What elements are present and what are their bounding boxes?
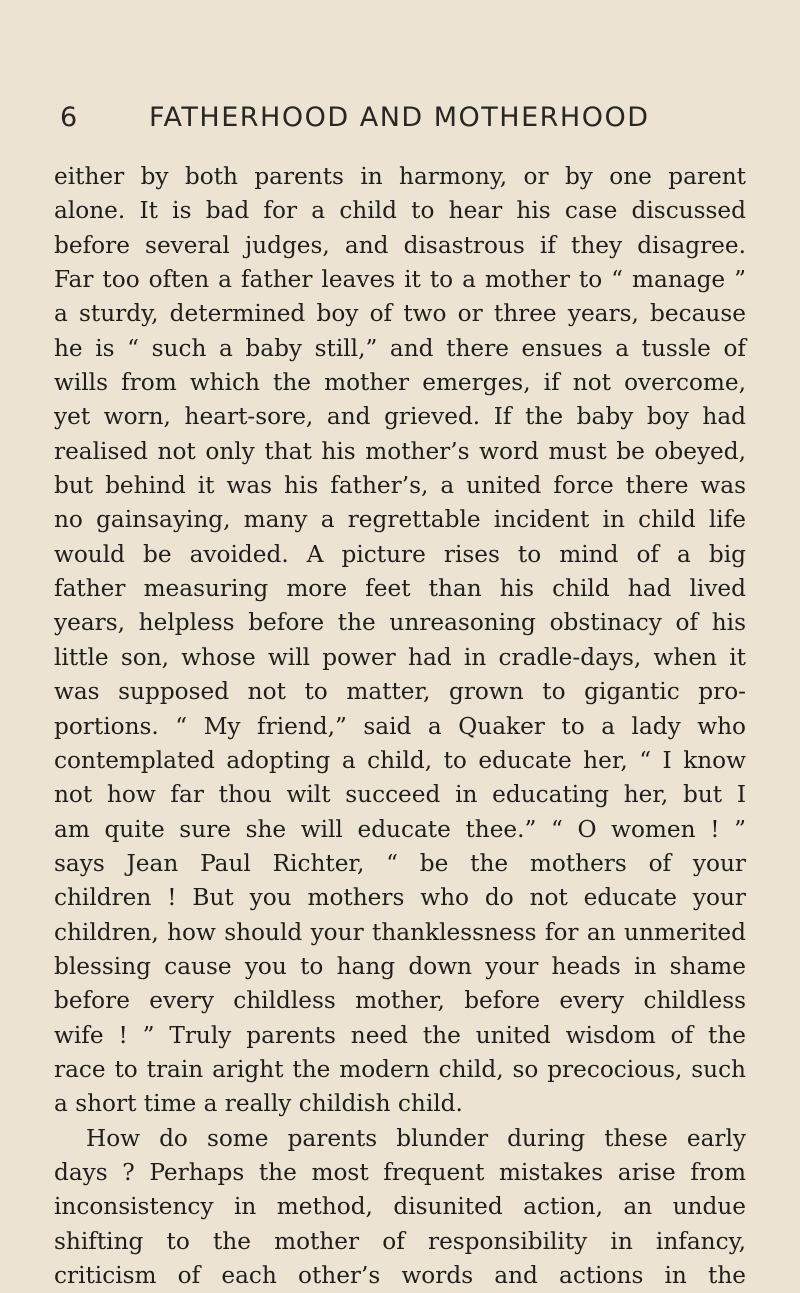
text-line: says Jean Paul Richter, “ be the mothers of your — [54, 849, 746, 877]
text-line: contemplated adopting a child, to educate her, “ I know — [54, 746, 746, 774]
text-line: inconsistency in method, disunited action, an undue — [54, 1193, 746, 1221]
text-line: wills from which the mother emerges, if not overcome, — [54, 369, 746, 397]
running-title: FATHERHOOD AND MOTHERHOOD — [149, 102, 650, 133]
running-head — [60, 98, 740, 138]
text-line: would be avoided. A picture rises to mind of a big — [54, 540, 746, 568]
text-line: shifting to the mother of responsibility in infancy, — [54, 1227, 746, 1255]
text-line: blessing cause you to hang down your heads in shame — [54, 952, 746, 980]
text-line: years, helpless before the unreasoning obstinacy of his — [54, 609, 746, 637]
text-line: portions. “ My friend,” said a Quaker to a lady who — [54, 712, 746, 740]
text-line: criticism of each other’s words and actions in the — [54, 1262, 746, 1289]
text-line: race to train aright the modern child, so precocious, such — [54, 1055, 746, 1083]
text-line: little son, whose will power had in cradle-days, when it — [54, 643, 746, 671]
text-line: days ? Perhaps the most frequent mistakes arise from — [54, 1158, 746, 1186]
text-line: wife ! ” Truly parents need the united wisdom of the — [54, 1021, 746, 1049]
text-line-paragraph-start: How do some parents blunder during these early — [86, 1124, 746, 1152]
text-line: am quite sure she will educate thee.” “ O women ! ” — [54, 815, 746, 843]
text-line: not how far thou wilt succeed in educating her, but I — [54, 781, 746, 809]
text-line: yet worn, heart-sore, and grieved. If the baby boy had — [54, 403, 746, 431]
text-line-paragraph-end: a short time a really childish child. — [54, 1090, 463, 1118]
text-line: he is “ such a baby still,” and there ensues a tussle of — [54, 334, 746, 362]
text-line: father measuring more feet than his child had lived — [54, 575, 746, 603]
body-text — [54, 160, 746, 1293]
text-line: children ! But you mothers who do not educate your — [54, 884, 746, 912]
page-number: 6 — [60, 102, 79, 133]
text-line: was supposed not to matter, grown to gigantic pro- — [54, 678, 746, 706]
text-line: Far too often a father leaves it to a mother to “ manage ” — [54, 266, 746, 294]
text-line: alone. It is bad for a child to hear his case discussed — [54, 197, 746, 225]
text-line: before several judges, and disastrous if they disagree. — [54, 231, 746, 259]
text-line: but behind it was his father’s, a united force there was — [54, 472, 746, 500]
text-line: no gainsaying, many a regrettable incident in child life — [54, 506, 746, 534]
text-line: realised not only that his mother’s word must be obeyed, — [54, 437, 746, 465]
text-line: before every childless mother, before every childless — [54, 987, 746, 1015]
text-line: children, how should your thanklessness for an unmerited — [54, 918, 746, 946]
text-line: either by both parents in harmony, or by one parent — [54, 163, 746, 190]
text-line: a sturdy, determined boy of two or three years, because — [54, 300, 746, 328]
